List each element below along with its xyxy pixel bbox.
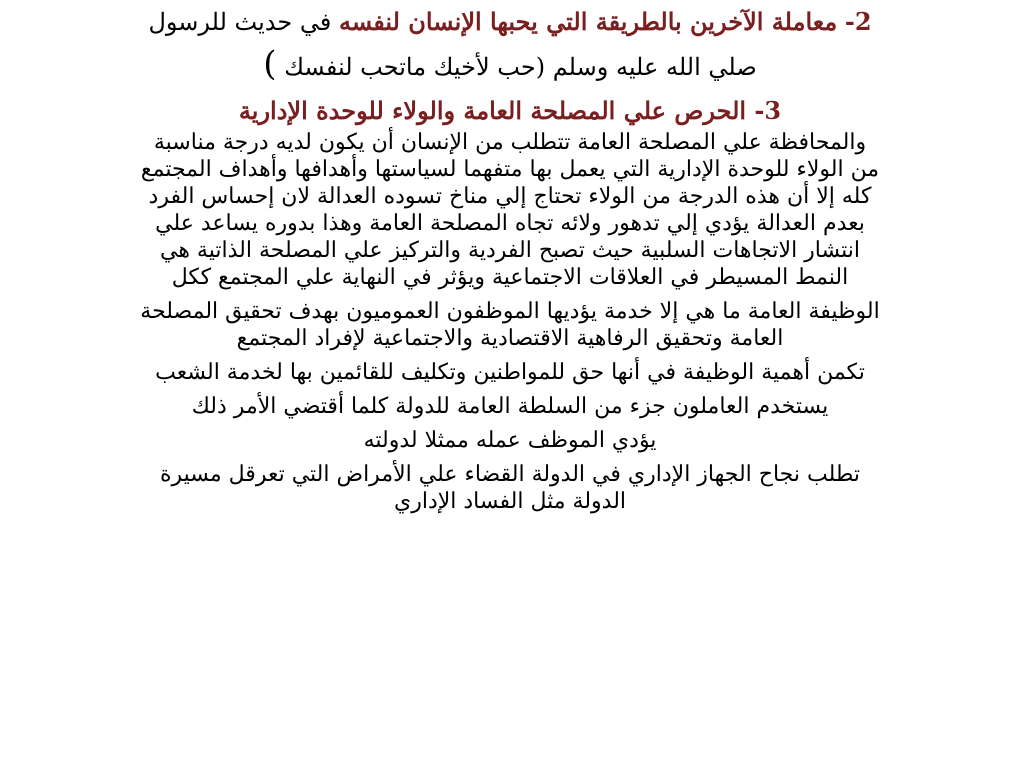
paragraph-line: من الولاء للوحدة الإدارية التي يعمل بها متفهما لسياستها وأهدافها وأهداف المجتمع — [140, 157, 880, 182]
paragraph-line: بعدم العدالة يؤدي إلي تدهور ولائه تجاه المصلحة العامة وهذا بدوره يساعد علي — [155, 211, 865, 236]
point-2-line-1 — [40, 2, 980, 42]
slide-content — [40, 0, 980, 768]
paragraph-line: الوظيفة العامة ما هي إلا خدمة يؤديها الموظفون العموميون بهدف تحقيق المصلحة — [140, 299, 880, 324]
paragraph — [40, 298, 980, 352]
point-2-line-2 — [40, 44, 980, 87]
paragraph-line: كله إلا أن هذه الدرجة من الولاء تحتاج إلي مناخ تسوده العدالة لان إحساس الفرد — [148, 184, 872, 209]
point-2-rest: في حديث للرسول — [148, 8, 332, 36]
body-paragraphs — [40, 129, 980, 515]
paragraph-line: تكمن أهمية الوظيفة في أنها حق للمواطنين وتكليف للقائمين بها لخدمة الشعب — [155, 360, 865, 385]
paragraph — [40, 461, 980, 515]
paragraph — [40, 393, 980, 420]
paragraph-line: العامة وتحقيق الرفاهية الاقتصادية والاجتماعية لإفراد المجتمع — [236, 326, 784, 351]
point-2-number: 2- — [844, 7, 872, 36]
point-2-quote: صلي الله عليه وسلم (حب لأخيك ماتحب لنفسك — [284, 53, 757, 81]
point-2-title: معاملة الآخرين بالطريقة التي يحبها الإنسان لنفسه — [338, 7, 838, 36]
paragraph — [40, 359, 980, 386]
paragraph — [40, 427, 980, 454]
paragraph-line: انتشار الاتجاهات السلبية حيث تصبح الفردية والتركيز علي المصلحة الذاتية هي — [159, 238, 860, 263]
point-2-closing-paren: ) — [263, 44, 277, 84]
paragraph — [40, 129, 980, 291]
paragraph-line: يؤدي الموظف عمله ممثلا لدولته — [363, 428, 657, 453]
paragraph-line: الدولة مثل الفساد الإداري — [393, 489, 627, 514]
paragraph-line: النمط المسيطر في العلاقات الاجتماعية ويؤثر في النهاية علي المجتمع ككل — [171, 265, 849, 290]
paragraph-line: يستخدم العاملون جزء من السلطة العامة للدولة كلما أقتضي الأمر ذلك — [191, 394, 829, 419]
paragraph-line: والمحافظة علي المصلحة العامة تتطلب من الإنسان أن يكون لديه درجة مناسبة — [153, 130, 867, 155]
point-3-heading: 3- الحرص علي المصلحة العامة والولاء للوحدة الإدارية — [238, 96, 782, 125]
paragraph-line: تطلب نجاح الجهاز الإداري في الدولة القضاء علي الأمراض التي تعرقل مسيرة — [159, 462, 861, 487]
